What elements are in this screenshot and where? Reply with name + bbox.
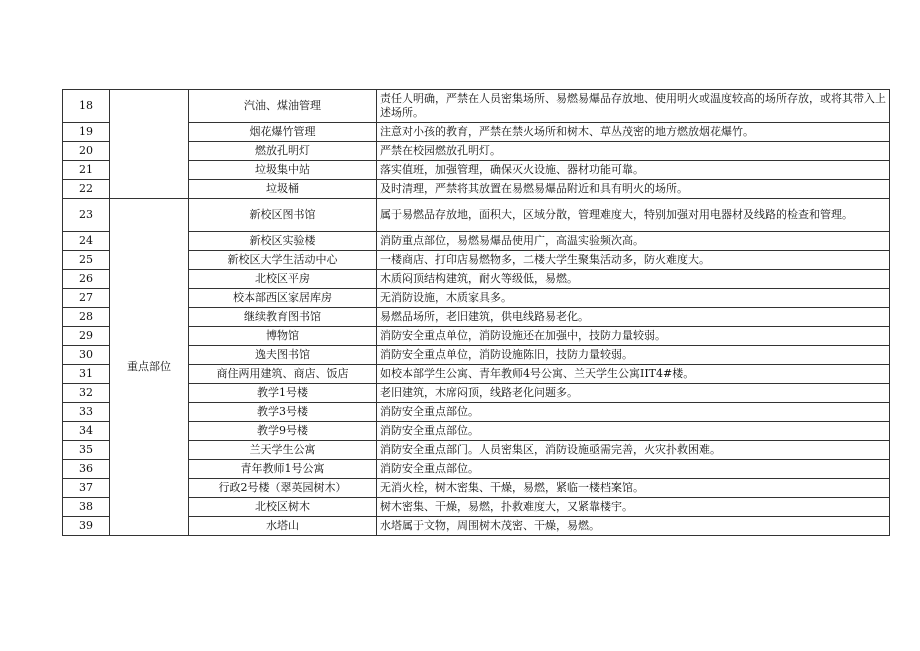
location-description: 属于易燃品存放地，面积大，区域分散，管理难度大，特别加强对用电器材及线路的检查和管理。 [377, 199, 890, 232]
location-name: 行政2号楼（翠英园树木） [189, 479, 377, 498]
row-number: 24 [63, 232, 110, 251]
location-description: 严禁在校园燃放孔明灯。 [377, 142, 890, 161]
row-number: 34 [63, 422, 110, 441]
row-number: 30 [63, 346, 110, 365]
row-number: 27 [63, 289, 110, 308]
row-number: 38 [63, 498, 110, 517]
location-name: 教学1号楼 [189, 384, 377, 403]
location-description: 消防安全重点部门。人员密集区，消防设施亟需完善，火灾扑救困难。 [377, 441, 890, 460]
location-name: 垃圾集中站 [189, 161, 377, 180]
location-name: 汽油、煤油管理 [189, 90, 377, 123]
location-description: 如校本部学生公寓、青年教师4号公寓、兰天学生公寓IIT4#楼。 [377, 365, 890, 384]
location-name: 燃放孔明灯 [189, 142, 377, 161]
table-row [63, 90, 890, 123]
location-description: 老旧建筑，木席闷顶，线路老化问题多。 [377, 384, 890, 403]
row-number: 20 [63, 142, 110, 161]
location-description: 水塔属于文物，周围树木茂密、干燥，易燃。 [377, 517, 890, 536]
location-description: 消防安全重点单位，消防设施还在加强中，技防力量较弱。 [377, 327, 890, 346]
row-number: 36 [63, 460, 110, 479]
table-body [63, 90, 890, 536]
location-name: 新校区大学生活动中心 [189, 251, 377, 270]
location-description: 消防安全重点部位。 [377, 422, 890, 441]
location-description: 树木密集、干燥，易燃，扑救难度大，又紧靠楼宇。 [377, 498, 890, 517]
location-name: 商住两用建筑、商店、饭店 [189, 365, 377, 384]
location-description: 消防重点部位，易燃易爆品使用广，高温实验频次高。 [377, 232, 890, 251]
location-description: 一楼商店、打印店易燃物多，二楼大学生聚集活动多，防火难度大。 [377, 251, 890, 270]
location-name: 教学3号楼 [189, 403, 377, 422]
location-name: 兰天学生公寓 [189, 441, 377, 460]
location-description: 消防安全重点部位。 [377, 460, 890, 479]
location-description: 责任人明确，严禁在人员密集场所、易燃易爆品存放地、使用明火或温度较高的场所存放，或将其带入上述场所。 [377, 90, 890, 123]
location-name: 烟花爆竹管理 [189, 123, 377, 142]
location-description: 及时清理，严禁将其放置在易燃易爆品附近和具有明火的场所。 [377, 180, 890, 199]
location-name: 教学9号楼 [189, 422, 377, 441]
row-number: 37 [63, 479, 110, 498]
row-number: 32 [63, 384, 110, 403]
location-description: 无消防设施，木质家具多。 [377, 289, 890, 308]
row-number: 25 [63, 251, 110, 270]
location-name: 校本部西区家居库房 [189, 289, 377, 308]
location-name: 北校区树木 [189, 498, 377, 517]
location-description: 消防安全重点单位，消防设施陈旧，技防力量较弱。 [377, 346, 890, 365]
category-cell: 重点部位 [110, 199, 189, 536]
row-number: 21 [63, 161, 110, 180]
location-name: 新校区图书馆 [189, 199, 377, 232]
row-number: 26 [63, 270, 110, 289]
row-number: 39 [63, 517, 110, 536]
location-description: 易燃品场所，老旧建筑，供电线路易老化。 [377, 308, 890, 327]
row-number: 18 [63, 90, 110, 123]
location-name: 博物馆 [189, 327, 377, 346]
location-description: 注意对小孩的教育，严禁在禁火场所和树木、草丛茂密的地方燃放烟花爆竹。 [377, 123, 890, 142]
location-name: 北校区平房 [189, 270, 377, 289]
category-cell-empty [110, 90, 189, 199]
row-number: 19 [63, 123, 110, 142]
location-name: 逸夫图书馆 [189, 346, 377, 365]
location-name: 新校区实验楼 [189, 232, 377, 251]
row-number: 31 [63, 365, 110, 384]
location-name: 垃圾桶 [189, 180, 377, 199]
row-number: 35 [63, 441, 110, 460]
row-number: 28 [63, 308, 110, 327]
table-row [63, 199, 890, 232]
location-description: 消防安全重点部位。 [377, 403, 890, 422]
location-description: 无消火栓，树木密集、干燥，易燃，紧临一楼档案馆。 [377, 479, 890, 498]
location-name: 继续教育图书馆 [189, 308, 377, 327]
location-description: 木质闷顶结构建筑，耐火等级低，易燃。 [377, 270, 890, 289]
row-number: 22 [63, 180, 110, 199]
location-description: 落实值班，加强管理，确保灭火设施、器材功能可靠。 [377, 161, 890, 180]
location-name: 水塔山 [189, 517, 377, 536]
fire-safety-table [62, 89, 890, 536]
location-name: 青年教师1号公寓 [189, 460, 377, 479]
row-number: 33 [63, 403, 110, 422]
row-number: 23 [63, 199, 110, 232]
row-number: 29 [63, 327, 110, 346]
